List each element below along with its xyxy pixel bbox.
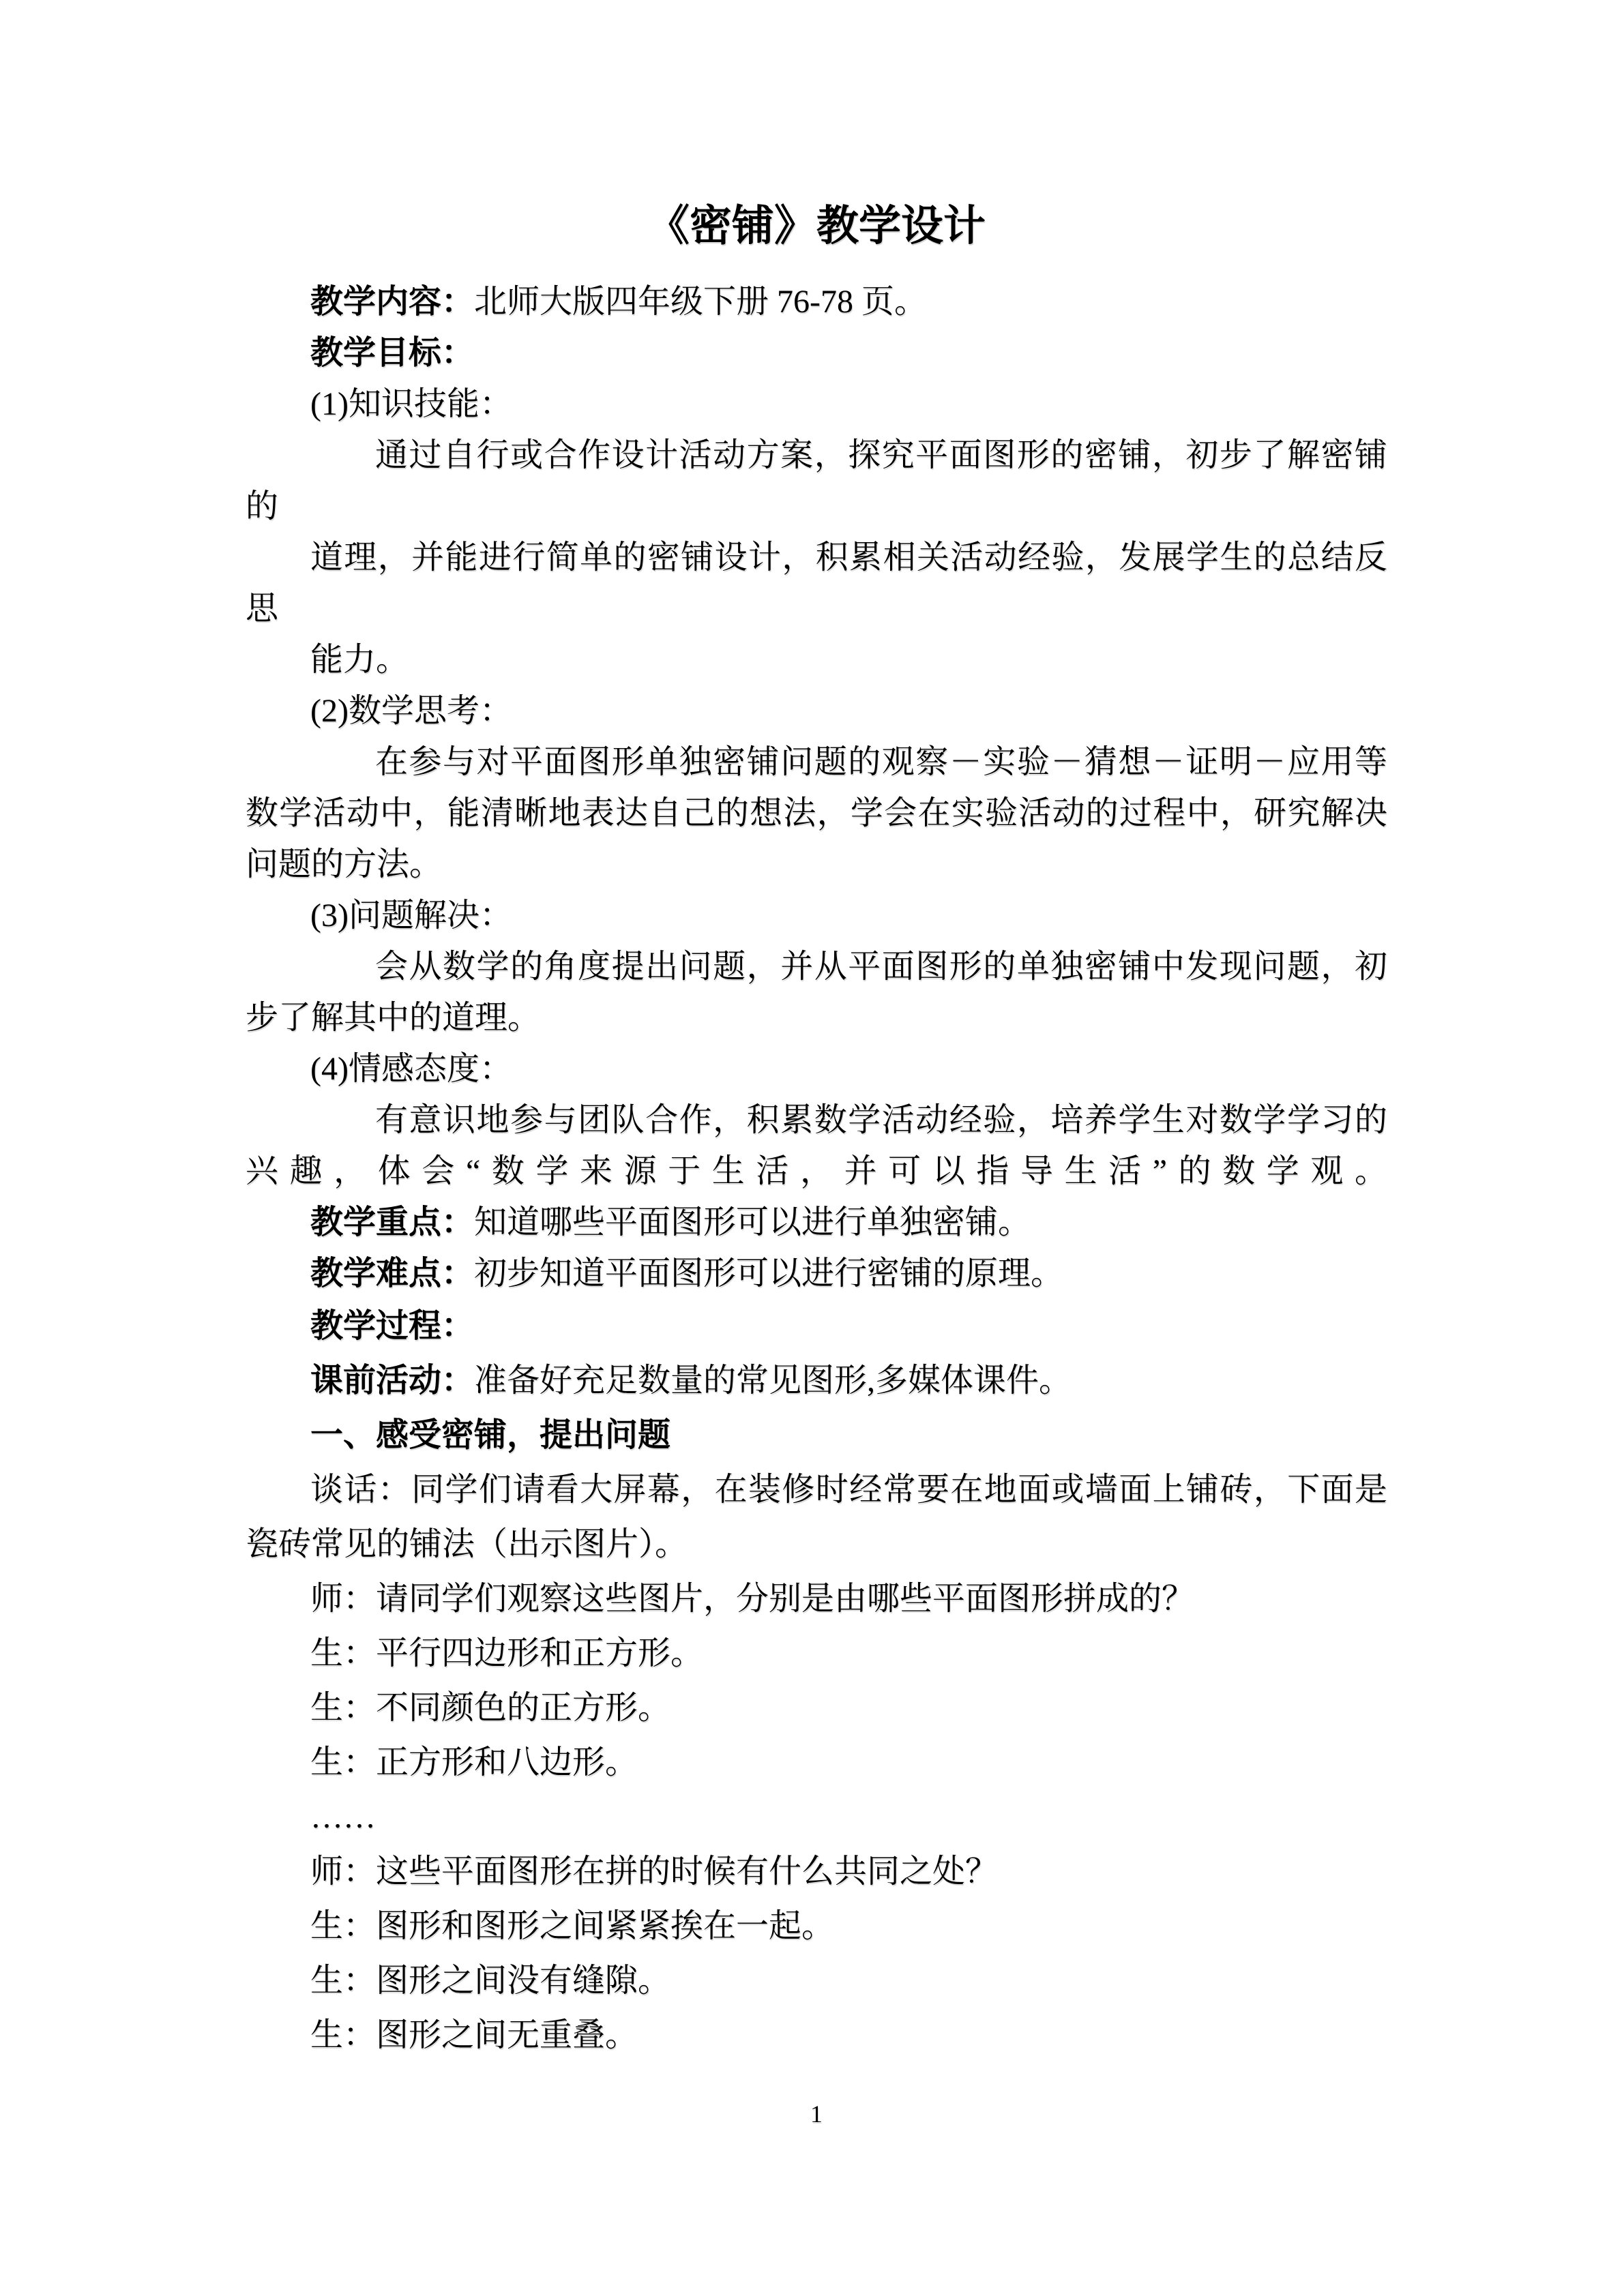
doc-text: 生：图形之间没有缝隙。 <box>310 1963 671 1999</box>
doc-text: 生：图形之间无重叠。 <box>310 2017 638 2053</box>
doc-line <box>246 634 1387 685</box>
doc-text: 步了解其中的道理。 <box>246 1000 541 1036</box>
doc-line <box>246 1463 1387 1517</box>
doc-text: 生：不同颜色的正方形。 <box>310 1690 671 1726</box>
doc-text-bold: 教学目标： <box>310 335 475 371</box>
doc-text-bold: 教学过程： <box>310 1308 475 1344</box>
doc-text: 道理，并能进行简单的密铺设计，积累相关活动经验，发展学生的总结反 <box>310 539 1387 576</box>
doc-line <box>246 1626 1387 1681</box>
doc-text-bold: 一、感受密铺，提出问题 <box>310 1417 671 1453</box>
doc-line <box>246 1899 1387 1954</box>
doc-text: 瓷砖常见的铺法（出示图片）。 <box>246 1526 688 1562</box>
doc-text: 准备好充足数量的常见图形,多媒体课件。 <box>474 1362 1072 1399</box>
doc-line <box>246 532 1387 583</box>
doc-line <box>246 583 1387 634</box>
doc-line <box>246 1146 1387 1197</box>
doc-line <box>246 1681 1387 1735</box>
doc-text: 兴趣，体会“数学来源于生活，并可以指导生活”的数学观。 <box>246 1153 1387 1189</box>
doc-text: 生：图形和图形之间紧紧挨在一起。 <box>310 1908 835 1944</box>
teaching-process-section <box>246 1299 1387 2063</box>
doc-line <box>246 1248 1387 1299</box>
doc-line <box>246 890 1387 941</box>
doc-text: 会从数学的角度提出问题，并从平面图形的单独密铺中发现问题，初 <box>375 949 1387 985</box>
doc-text-bold: 教学重点： <box>310 1204 475 1240</box>
doc-text: (3)问题解决： <box>310 897 512 934</box>
doc-line <box>246 2008 1387 2063</box>
doc-line <box>246 1845 1387 1899</box>
doc-line <box>246 378 1387 430</box>
doc-text: 在参与对平面图形单独密铺问题的观察－实验－猜想－证明－应用等 <box>375 744 1387 780</box>
doc-text: 生：平行四边形和正方形。 <box>310 1635 704 1671</box>
doc-text: 数学活动中，能清晰地表达自己的想法，学会在实验活动的过程中，研究解决 <box>246 795 1387 831</box>
doc-text: 北师大版四年级下册 76-78 页。 <box>474 284 928 320</box>
doc-text: (4)情感态度： <box>310 1051 512 1087</box>
doc-text: 知道哪些平面图形可以进行单独密铺。 <box>474 1204 1031 1240</box>
page-number: 1 <box>810 2100 823 2128</box>
doc-text: 通过自行或合作设计活动方案，探究平面图形的密铺，初步了解密铺 <box>375 437 1387 473</box>
doc-line <box>246 327 1387 378</box>
doc-text: 能力。 <box>310 642 409 678</box>
doc-text: 师：请同学们观察这些图片，分别是由哪些平面图形拼成的？ <box>310 1581 1195 1617</box>
doc-line <box>246 430 1387 481</box>
doc-text: 思 <box>246 591 279 627</box>
doc-line <box>246 685 1387 736</box>
doc-line <box>246 1790 1387 1845</box>
doc-text: (2)数学思考： <box>310 693 512 729</box>
doc-text: 的 <box>246 488 279 524</box>
doc-text: 有意识地参与团队合作，积累数学活动经验，培养学生对数学学习的 <box>375 1102 1387 1138</box>
doc-text: …… <box>310 1799 376 1835</box>
doc-line <box>246 1954 1387 2008</box>
doc-line <box>246 1354 1387 1408</box>
doc-line <box>246 1197 1387 1248</box>
page-title: 《密铺》教学设计 <box>647 203 986 250</box>
doc-text-bold: 教学内容： <box>310 284 475 320</box>
doc-line <box>246 941 1387 992</box>
doc-text: (1)知识技能： <box>310 386 512 422</box>
doc-line <box>246 1043 1387 1094</box>
doc-text: 谈话：同学们请看大屏幕，在装修时经常要在地面或墙面上铺砖，下面是 <box>310 1472 1387 1508</box>
doc-line <box>246 1299 1387 1354</box>
doc-line <box>246 1517 1387 1572</box>
doc-line <box>246 736 1387 788</box>
doc-line <box>246 481 1387 532</box>
doc-line <box>246 992 1387 1043</box>
doc-line <box>246 1408 1387 1463</box>
doc-line <box>246 1735 1387 1790</box>
doc-line <box>246 1094 1387 1146</box>
doc-line <box>246 788 1387 839</box>
doc-text: 问题的方法。 <box>246 846 443 882</box>
doc-text: 师：这些平面图形在拼的时候有什么共同之处？ <box>310 1853 999 1890</box>
front-matter-section <box>246 276 1387 1299</box>
doc-text-bold: 课前活动： <box>310 1362 475 1399</box>
doc-text-bold: 教学难点： <box>310 1255 475 1292</box>
doc-line <box>246 276 1387 327</box>
doc-line <box>246 1572 1387 1626</box>
doc-text: 生：正方形和八边形。 <box>310 1744 638 1780</box>
doc-text: 初步知道平面图形可以进行密铺的原理。 <box>474 1255 1064 1292</box>
doc-line <box>246 839 1387 890</box>
